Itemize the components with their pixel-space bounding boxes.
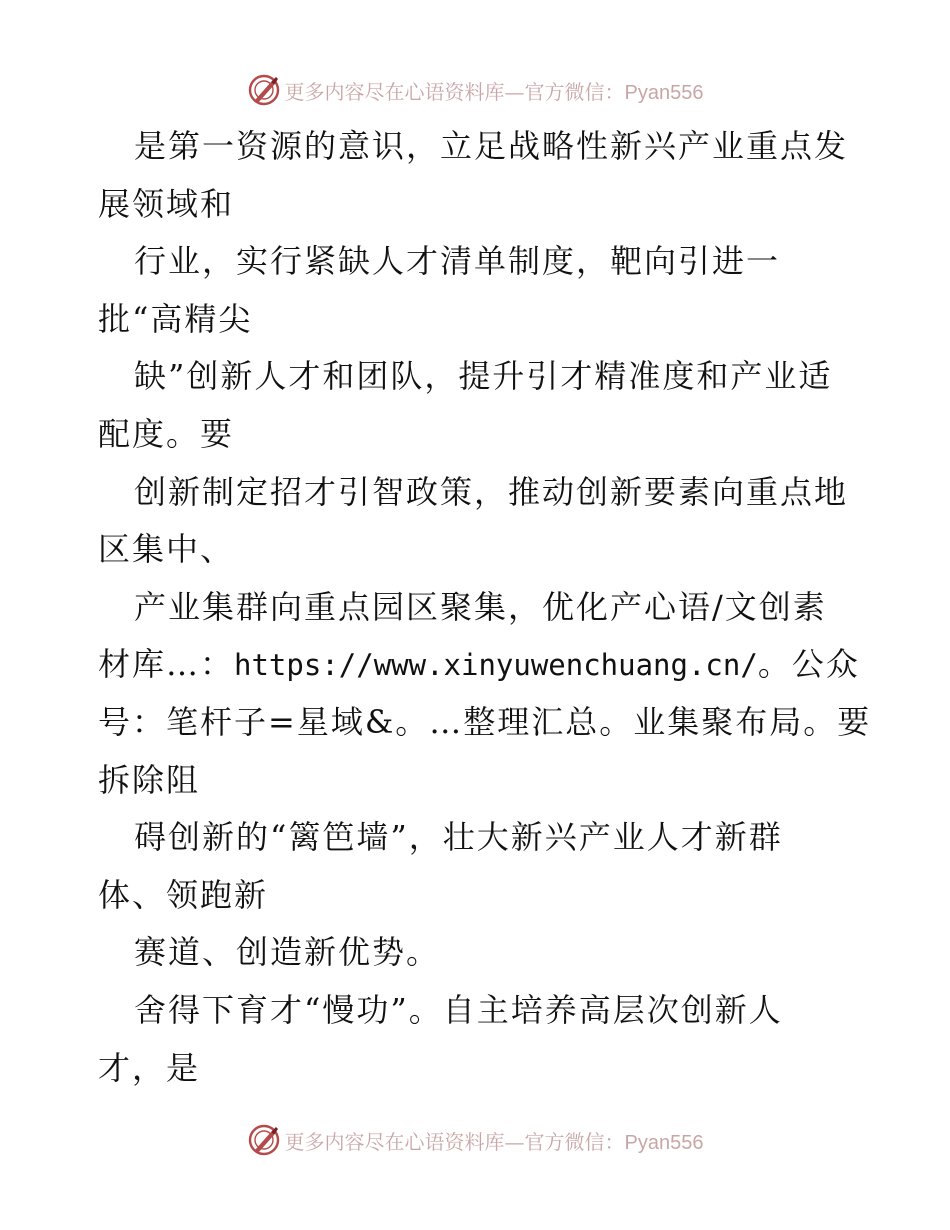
wechat-id: Pyan556 <box>624 81 704 104</box>
header-watermark-banner <box>0 70 950 110</box>
text-line: 展领域和 <box>98 184 235 223</box>
watermark-text: 更多内容尽在心语资料库—官方微信：Pyan556 <box>284 1129 704 1154</box>
pen-logo-icon <box>247 73 281 107</box>
text-line: 缺”创新人才和团队，提升引才精准度和产业适 <box>134 357 833 396</box>
text-line: 是第一资源的意识，立足战略性新兴产业重点发 <box>134 127 849 165</box>
text-line: 行业，实行紧缺人才清单制度，靶向引进一 <box>134 242 781 281</box>
watermark-text: 更多内容尽在心语资料库—官方微信：Pyan556 <box>284 79 704 104</box>
text-line: 号：笔杆子=星域&。…整理汇总。业集聚布局。要 <box>98 702 872 741</box>
text-line: 体、领跑新 <box>98 875 269 914</box>
text-line: 创新制定招才引智政策，推动创新要素向重点地 <box>134 472 849 511</box>
document-body <box>98 118 872 1097</box>
text-line: 才，是 <box>98 1048 201 1087</box>
text-line: 拆除阻 <box>98 760 201 799</box>
footer-watermark-banner <box>0 1120 950 1160</box>
text-line: 舍得下育才“慢功”。自主培养高层次创新人 <box>134 990 783 1029</box>
text-line: 配度。要 <box>98 414 235 453</box>
text-line: 产业集群向重点园区聚集，优化产心语/文创素 <box>134 587 827 626</box>
pen-logo-icon <box>247 1123 281 1157</box>
text-line: 材库…：https://www.xinyuwenchuang.cn/。公众 <box>98 645 860 684</box>
text-line: 区集中、 <box>98 530 235 569</box>
text-line: 碍创新的“篱笆墙”，壮大新兴产业人才新群 <box>134 818 783 857</box>
text-line: 批“高精尖 <box>98 299 253 338</box>
text-line: 赛道、创造新优势。 <box>134 933 441 972</box>
wechat-id: Pyan556 <box>624 1131 704 1154</box>
